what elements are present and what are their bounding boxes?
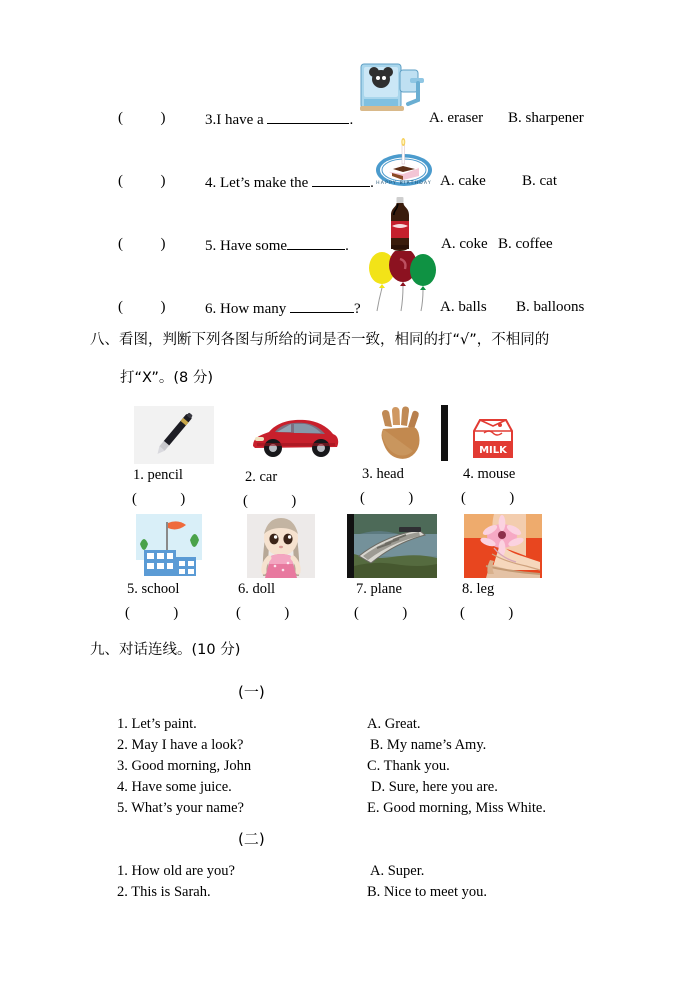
option-a[interactable]: A. balls (440, 299, 487, 315)
multiple-choice-block (0, 48, 695, 317)
picture-item (132, 406, 214, 507)
picture-label: 7. plane (356, 581, 402, 597)
doll-image (247, 514, 315, 578)
balloons-image (365, 251, 441, 313)
question-text: I have a (216, 112, 264, 128)
match-item[interactable]: 1. How old are you? (117, 863, 235, 879)
answer-parenthesis[interactable]: ( ) (118, 236, 166, 252)
part-two-title: (二) (238, 830, 265, 848)
question-row (0, 174, 695, 254)
pencil-image (134, 406, 214, 464)
sharpener-image (358, 56, 426, 118)
question-punct: ? (354, 301, 361, 317)
option-b[interactable]: B. balloons (516, 299, 585, 315)
option-a[interactable]: A. eraser (429, 110, 484, 126)
match-item[interactable]: A. Great. (367, 716, 421, 732)
section-nine-heading (90, 635, 240, 665)
answer-parenthesis[interactable]: ( ) (118, 110, 166, 126)
question-number: 6. (205, 301, 217, 317)
svg-text:MILK: MILK (479, 445, 507, 456)
answer-parenthesis[interactable]: ( ) (354, 605, 408, 621)
answer-blank[interactable] (290, 299, 354, 313)
picture-item (461, 415, 520, 506)
car-image (247, 410, 343, 462)
question-row (0, 237, 695, 317)
picture-item (236, 514, 315, 621)
picture-item (125, 514, 202, 621)
part-one-left-column (117, 714, 251, 819)
answer-parenthesis[interactable]: ( ) (118, 173, 166, 189)
answer-parenthesis[interactable]: ( ) (118, 299, 166, 315)
match-item[interactable]: 5. What’s your name? (117, 800, 244, 816)
question-number: 5. (205, 238, 217, 254)
option-a[interactable]: A. coke (441, 236, 488, 252)
picture-item (460, 514, 542, 621)
match-item[interactable]: D. Sure, here you are. (371, 779, 498, 795)
question-number: 3. (205, 112, 217, 128)
picture-label: 8. leg (462, 581, 495, 597)
question-punct: . (370, 175, 374, 191)
part-one-title: (一) (238, 683, 265, 701)
question-row (0, 111, 695, 191)
picture-label: 4. mouse (463, 466, 516, 482)
question-punct: . (345, 238, 349, 254)
question-text: Have some (220, 238, 288, 254)
option-b[interactable]: B. coffee (498, 236, 553, 252)
picture-item (243, 410, 343, 509)
answer-parenthesis[interactable]: ( ) (360, 490, 414, 506)
option-b[interactable]: B. cat (522, 173, 557, 189)
picture-label: 6. doll (238, 581, 276, 597)
match-item[interactable]: C. Thank you. (367, 758, 450, 774)
option-a[interactable]: A. cake (440, 173, 486, 189)
option-b[interactable]: B. sharpener (508, 110, 584, 126)
answer-parenthesis[interactable]: ( ) (243, 493, 297, 509)
question-text: How many (220, 301, 287, 317)
match-item[interactable]: 4. Have some juice. (117, 779, 232, 795)
picture-item (347, 514, 437, 621)
match-item[interactable]: E. Good morning, Miss White. (367, 800, 546, 816)
section-nine-heading-text: 九、对话连线。(10 分) (90, 642, 241, 658)
question-number: 4. (205, 175, 217, 191)
school-image (136, 514, 202, 578)
sandal-foot-image (464, 514, 542, 578)
match-item[interactable]: 2. This is Sarah. (117, 884, 211, 900)
hand-image (374, 405, 426, 463)
boat-image (347, 514, 437, 578)
question-row (0, 48, 695, 128)
section-eight-heading (90, 325, 650, 393)
part-two-right-column (367, 861, 487, 903)
answer-parenthesis[interactable]: ( ) (461, 490, 515, 506)
part-two-left-column (117, 861, 235, 903)
question-punct: . (349, 112, 354, 128)
picture-label: 5. school (127, 581, 180, 597)
answer-parenthesis[interactable]: ( ) (125, 605, 179, 621)
section-eight-heading-line1: 八、看图，判断下列各图与所给的词是否一致，相同的打“√”，不相同的 (90, 332, 550, 348)
picture-label: 1. pencil (133, 467, 183, 483)
match-item[interactable]: A. Super. (370, 863, 425, 879)
answer-parenthesis[interactable]: ( ) (236, 605, 290, 621)
match-item[interactable]: 1. Let’s paint. (117, 716, 197, 732)
picture-label: 2. car (245, 469, 278, 485)
question-stem (205, 299, 361, 318)
match-item[interactable]: 3. Good morning, John (117, 758, 252, 774)
match-item[interactable]: 2. May I have a look? (117, 737, 244, 753)
answer-parenthesis[interactable]: ( ) (460, 605, 514, 621)
svg-text:HAPPY BIRTHDAY: HAPPY BIRTHDAY (376, 181, 432, 186)
vertical-divider-bar (441, 405, 448, 461)
picture-label: 3. head (362, 466, 404, 482)
part-one-right-column (367, 714, 546, 819)
answer-parenthesis[interactable]: ( ) (132, 491, 186, 507)
match-item[interactable]: B. Nice to meet you. (367, 884, 488, 900)
match-item[interactable]: B. My name’s Amy. (370, 737, 487, 753)
picture-item (360, 405, 426, 506)
section-eight-heading-line2: 打“X”。(8 分) (120, 370, 214, 386)
milk-carton-image (466, 415, 520, 461)
question-text: Let’s make the (220, 175, 309, 191)
